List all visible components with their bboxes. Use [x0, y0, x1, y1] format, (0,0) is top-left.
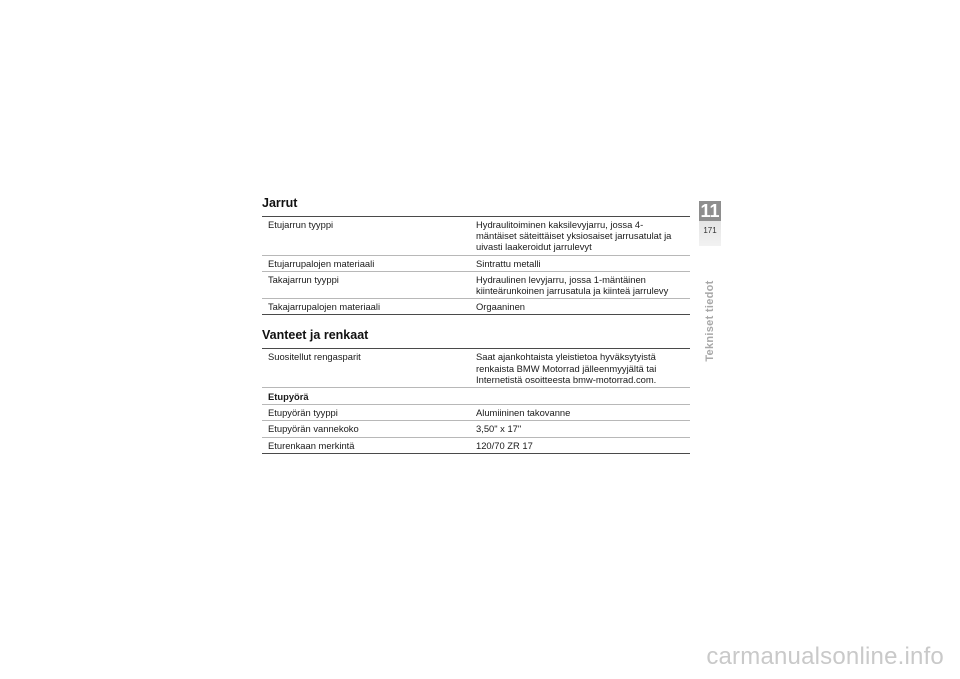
- row-label: Suositellut rengasparit: [268, 351, 361, 363]
- table-row: [262, 256, 690, 272]
- row-value: Hydraulinen levyjarru, jossa 1-mäntäinen kiinteärunkoinen jarrusatula ja kiinteä jarrulevy: [476, 273, 669, 297]
- table-row: [262, 438, 690, 454]
- section-title-wheels: Vanteet ja renkaat: [262, 328, 369, 343]
- chapter-side-label: Tekniset tiedot: [704, 280, 716, 362]
- row-value: Saat ajankohtaista yleistietoa hyväksytyistä renkaista BMW Motorrad jälleenmyyjältä tai Internetistä osoitteesta bmw-motorrad.com.: [476, 351, 657, 385]
- row-value: Orgaaninen: [476, 301, 525, 313]
- table-row: [262, 349, 690, 388]
- chapter-number: 11: [700, 201, 720, 221]
- row-value: Alumiininen takovanne: [476, 407, 571, 419]
- table-row: [262, 272, 690, 299]
- chapter-marker: [699, 201, 721, 246]
- spec-content: [262, 196, 690, 454]
- table-row: [262, 299, 690, 315]
- row-label: Takajarrun tyyppi: [268, 273, 339, 285]
- table-row: [262, 405, 690, 421]
- row-value: 3,50" x 17": [476, 423, 522, 435]
- table-row: [262, 421, 690, 437]
- row-value: 120/70 ZR 17: [476, 439, 533, 451]
- row-label: Eturenkaan merkintä: [268, 439, 355, 451]
- row-label: Etupyörän tyyppi: [268, 407, 338, 419]
- row-label: Etupyörän vannekoko: [268, 423, 359, 435]
- chapter-side-tab: [702, 272, 718, 370]
- section-title-brakes: Jarrut: [262, 196, 298, 210]
- row-value: [476, 391, 690, 402]
- subheading-label: Etupyörä: [268, 391, 309, 403]
- table-row: [262, 217, 690, 256]
- row-value: Sintrattu metalli: [476, 257, 541, 269]
- wheels-table: [262, 348, 690, 453]
- row-value: Hydraulitoiminen kaksilevyjarru, jossa 4-mäntäiset säteittäiset yksiosaiset jarrusatulat ja uivasti laakeroidut jarrulevyt: [476, 219, 672, 253]
- page-number: 171: [703, 226, 717, 235]
- brakes-table: [262, 216, 690, 315]
- subheading-row: [262, 388, 690, 405]
- watermark: carmanualsonline.info: [706, 643, 944, 670]
- row-label: Etujarrupalojen materiaali: [268, 257, 375, 269]
- row-label: Etujarrun tyyppi: [268, 219, 334, 230]
- row-label: Takajarrupalojen materiaali: [268, 301, 381, 313]
